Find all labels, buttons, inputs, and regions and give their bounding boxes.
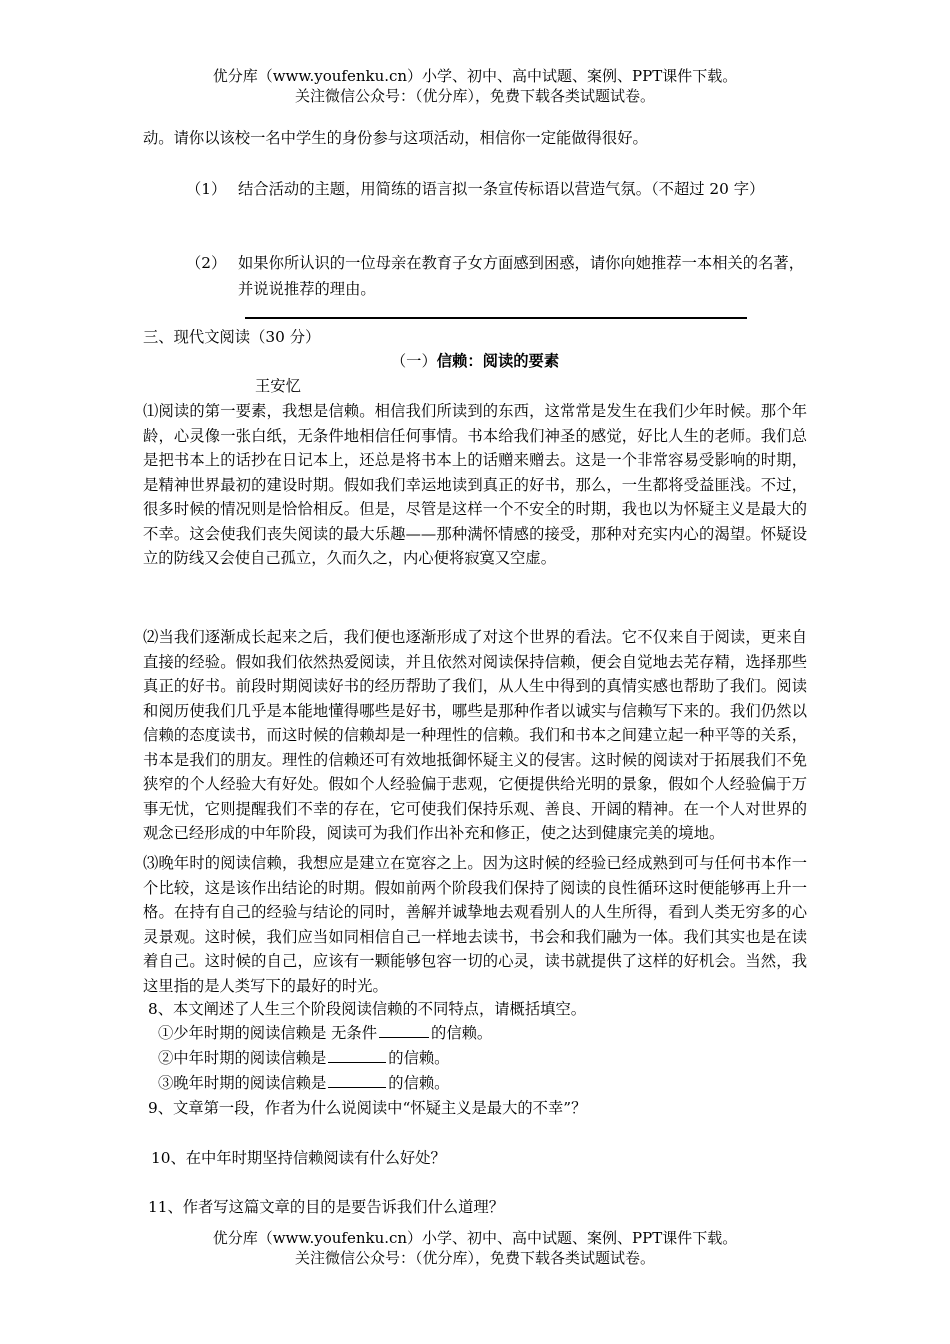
- question-10: 10、在中年时期坚持信赖阅读有什么好处？: [151, 1149, 446, 1167]
- article-title: [0, 350, 950, 372]
- article-title-text: 信赖：阅读的要素: [436, 352, 560, 370]
- task-number: （1）: [186, 180, 227, 198]
- header-line-1: 优分库（www.youfenku.cn）小学、初中、高中试题、案例、PPT课件下载。: [212, 67, 738, 85]
- question-8-blank-3: ③晚年时期的阅读信赖是 的信赖。: [158, 1074, 450, 1092]
- question-8-blank-2: ②中年时期的阅读信赖是 的信赖。: [158, 1049, 450, 1067]
- paragraph-3: ⑶晚年时的阅读信赖，我想应是建立在宽容之上。因为这时候的经验已经成熟到可与任何书本作一个比较，这是该作出结论的时期。假如前两个阶段我们保持了阅读的良性循环这时便能够再上升一格。在持有自己的经验与结论的同时，善解并诚挚地去观看别人的人生所得，看到人类无穷多的心灵景观。这时候，我们应当如同相信自己一样地去读书，书会和我们融为一体。我们其实也是在读着自己。这时候的自己，应该有一颗能够包容一切的心灵，读书就提供了这样的好机会。当然，我这里指的是人类写下的最好的时光。: [143, 854, 807, 995]
- paragraph-2: ⑵当我们逐渐成长起来之后，我们便也逐渐形成了对这个世界的看法。它不仅来自于阅读，更来自直接的经验。假如我们依然热爱阅读，并且依然对阅读保持信赖，便会自觉地去芜存精，选择那些真正的好书。前段时期阅读好书的经历帮助了我们，从人生中得到的真情实感也帮助了我们。阅读和阅历使我们几乎是本能地懂得哪些是好书，哪些是那种作者以诚实与信赖写下来的。我们仍然以信赖的态度读书，而这时候的信赖却是一种理性的信赖。我们和书本之间建立起一种平等的关系，书本是我们的朋友。理性的信赖还可有效地抵御怀疑主义的侵害。这时候的阅读对于拓展我们不免狭窄的个人经验大有好处。假如个人经验偏于悲观，它便提供给光明的景象，假如个人经验偏于万事无忧，它则提醒我们不幸的存在，它可使我们保持乐观、善良、开阔的精神。在一个人对世界的观念已经形成的中年阶段，阅读可为我们作出补充和修正，使之达到健康完美的境地。: [143, 628, 807, 842]
- page-header: [0, 66, 950, 106]
- question-9: 9、文章第一段，作者为什么说阅读中“怀疑主义是最大的不幸”？: [148, 1099, 587, 1117]
- question-8: 8、本文阐述了人生三个阶段阅读信赖的不同特点，请概括填空。: [148, 1000, 587, 1018]
- question-11: 11、作者写这篇文章的目的是要告诉我们什么道理？: [148, 1198, 504, 1216]
- fill-blank[interactable]: [379, 1022, 429, 1038]
- fill-blank[interactable]: [328, 1047, 386, 1063]
- intro-tail-text: 动。请你以该校一名中学生的身份参与这项活动，相信你一定能做得很好。: [143, 129, 648, 147]
- footer-line-2: 关注微信公众号：（优分库），免费下载各类试题试卷。: [294, 1249, 655, 1267]
- page-footer: [0, 1228, 950, 1268]
- task-text: 结合活动的主题，用简练的语言拟一条宣传标语以营造气氛。（不超过 20 字）: [238, 180, 765, 198]
- task-text: 如果你所认识的一位母亲在教育子女方面感到困惑，请你向她推荐一本相关的名著，并说说推荐的理由。: [238, 254, 804, 298]
- question-8-blank-1: ①少年时期的阅读信赖是 无条件 的信赖。: [158, 1024, 493, 1042]
- article-title-prefix: （一）: [390, 352, 437, 370]
- footer-line-1: 优分库（www.youfenku.cn）小学、初中、高中试题、案例、PPT课件下载。: [212, 1229, 738, 1247]
- section-title: 三、现代文阅读（30 分）: [143, 328, 321, 346]
- task-number: （2）: [186, 254, 227, 272]
- answer-line: [245, 317, 747, 319]
- article-author: 王安忆: [255, 377, 301, 395]
- header-line-2: 关注微信公众号：（优分库），免费下载各类试题试卷。: [294, 87, 655, 105]
- paragraph-1: ⑴阅读的第一要素，我想是信赖。相信我们所读到的东西，这常常是发生在我们少年时候。那个年龄，心灵像一张白纸，无条件地相信任何事情。书本给我们神圣的感觉，好比人生的老师。我们总是把书本上的话抄在日记本上，还总是将书本上的话赠来赠去。这是一个非常容易受影响的时期，是精神世界最初的建设时期。假如我们幸运地读到真正的好书，那么，一生都将受益匪浅。不过，很多时候的情况则是恰恰相反。但是，尽管是这样一个不安全的时期，我也以为怀疑主义是最大的不幸。这会使我们丧失阅读的最大乐趣——那种满怀情感的接受，那种对充实内心的渴望。怀疑设立的防线又会使自己孤立，久而久之，内心便将寂寞又空虚。: [143, 402, 807, 567]
- fill-blank[interactable]: [328, 1072, 386, 1088]
